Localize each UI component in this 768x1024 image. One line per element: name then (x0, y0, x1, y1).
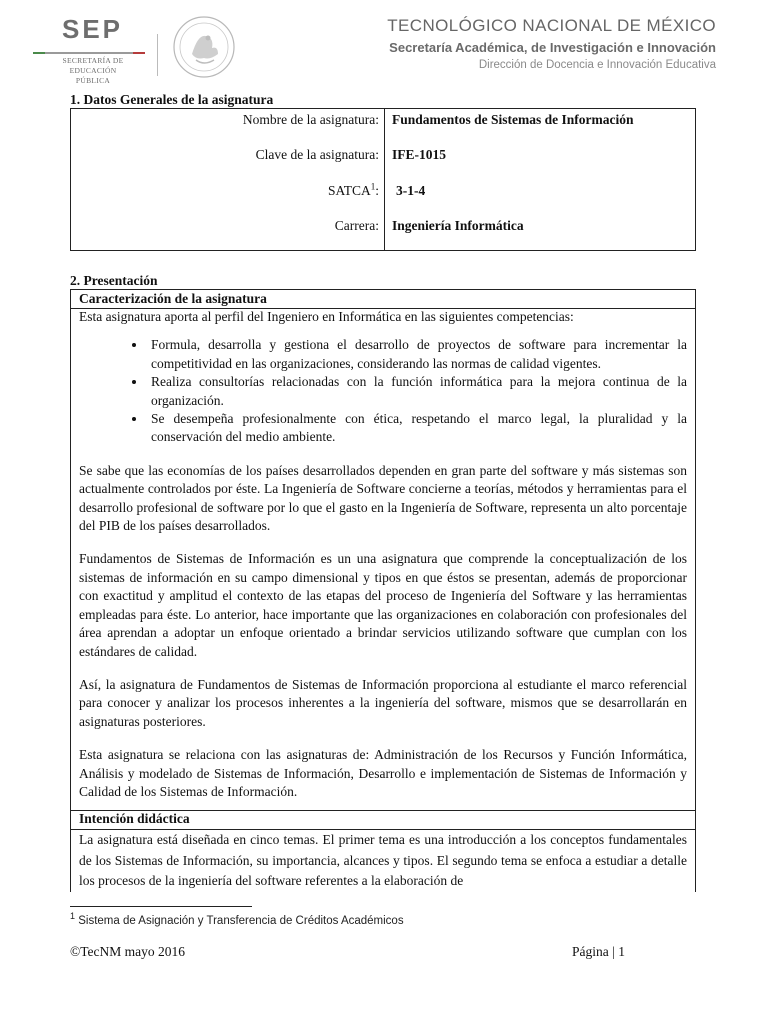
subject-code-label: Clave de la asignatura: (255, 147, 379, 162)
sep-logo-bar-red (133, 52, 145, 54)
institution-title: TECNOLÓGICO NACIONAL DE MÉXICO (387, 16, 716, 35)
satca-footnote-marker: 1 (370, 181, 376, 192)
characterization-heading: Caracterización de la asignatura (79, 291, 267, 306)
secretariat-title: Secretaría Académica, de Investigación e Innovación (389, 40, 716, 55)
satca-value: 3-1-4 (396, 183, 426, 198)
footnote-separator (70, 906, 252, 907)
sep-logo-bar (33, 52, 145, 54)
sep-logo-text: SEP (62, 14, 124, 44)
intent-body: La asignatura está diseñada en cinco temas. El primer tema es una introducción a los conceptos fundamentales de los Sistemas de Información, su importancia, alcances y tipos. El segundo tema se enfoca a estudiar a detalle los procesos de la ingeniería del software referentes a la elaboración de (79, 832, 687, 888)
paragraph: Se sabe que las economías de los países desarrollados dependen en gran parte del software y más sistemas son actualmente controlados por éste. La Ingeniería de Software concierne a teorías, métodos y herramientas para el desarrollo profesional de software por lo que el gasto en la Ingeniería de Software, representa un alto porcentaje del PIB de los países desarrollados. (79, 462, 687, 534)
national-seal-icon (172, 12, 236, 82)
presentation-box (70, 289, 696, 892)
footnote-text: Sistema de Asignación y Transferencia de Créditos Académicos (78, 915, 404, 927)
subject-name-value: Fundamentos de Sistemas de Información (392, 112, 634, 127)
satca-label-colon: : (375, 183, 379, 198)
satca-label (328, 183, 379, 199)
paragraph: Así, la asignatura de Fundamentos de Sistemas de Información proporciona al estudiante el marco referencial para conocer y analizar los procesos inherentes a la ingeniería del software, mismos que se desarrollarán en asignaturas posteriores. (79, 676, 687, 729)
header-divider (157, 34, 158, 76)
career-label: Carrera: (334, 218, 379, 233)
footnote (70, 911, 404, 927)
paragraph: Esta asignatura se relaciona con las asignaturas de: Administración de los Recursos y Función Informática, Análisis y modelado de Sistemas de Información, Desarrollo e implementación de Sistemas de Información y Calidad de los Sistemas de Información. (79, 747, 687, 799)
list-item: • Formula, desarrolla y gestiona el desarrollo de proyectos de software para incrementar la competitividad en las organizaciones, considerando las normas de calidad vigentes. (147, 336, 687, 373)
sep-logo-subtitle (58, 56, 128, 86)
paragraph: Fundamentos de Sistemas de Información es un una asignatura que comprende la conceptualización de los sistemas de información en su campo dimensional y tipos en que éstos se presentan, además de proporcionar con exactitud y amplitud el contexto de las etapas del proceso de Ingeniería del Software y las herramientas empleadas para éste. Lo anterior, hace importante que las organizaciones en colaboración con profesionales del área aprendan a adoptar un enfoque orientado a brindar servicios utilizando software que cumplan con los estándares de calidad. (79, 551, 687, 659)
sep-subtitle-line1: SECRETARÍA DE (62, 56, 124, 65)
footer-page-number: Página | 1 (572, 944, 625, 959)
sep-logo-bar-green (33, 52, 45, 54)
footnote-marker: 1 (70, 911, 76, 922)
page-header (0, 0, 768, 90)
competency-list (79, 336, 687, 446)
satca-label-text: SATCA (327, 183, 371, 198)
section1-heading: 1. Datos Generales de la asignatura (70, 92, 274, 107)
sep-subtitle-line2: EDUCACIÓN PÚBLICA (69, 66, 117, 85)
direction-title: Dirección de Docencia e Innovación Educativa (478, 59, 716, 71)
footer-copyright: ©TecNM mayo 2016 (70, 944, 186, 959)
characterization-body (79, 308, 687, 801)
intro-paragraph: Esta asignatura aporta al perfil del Ingeniero en Informática en las siguientes competencias: (79, 309, 574, 324)
general-data-table (70, 108, 696, 251)
career-value: Ingeniería Informática (392, 218, 524, 233)
subject-name-label: Nombre de la asignatura: (242, 112, 379, 127)
table-divider (384, 109, 385, 250)
intent-heading: Intención didáctica (79, 811, 190, 826)
subject-code-value: IFE-1015 (392, 147, 446, 162)
list-item: • Se desempeña profesionalmente con ética, respetando el marco legal, la pluralidad y la conservación del medio ambiente. (147, 410, 687, 447)
list-item: • Realiza consultorías relacionadas con la función informática para la mejora continua de la organización. (147, 373, 687, 410)
section2-heading: 2. Presentación (70, 273, 158, 288)
